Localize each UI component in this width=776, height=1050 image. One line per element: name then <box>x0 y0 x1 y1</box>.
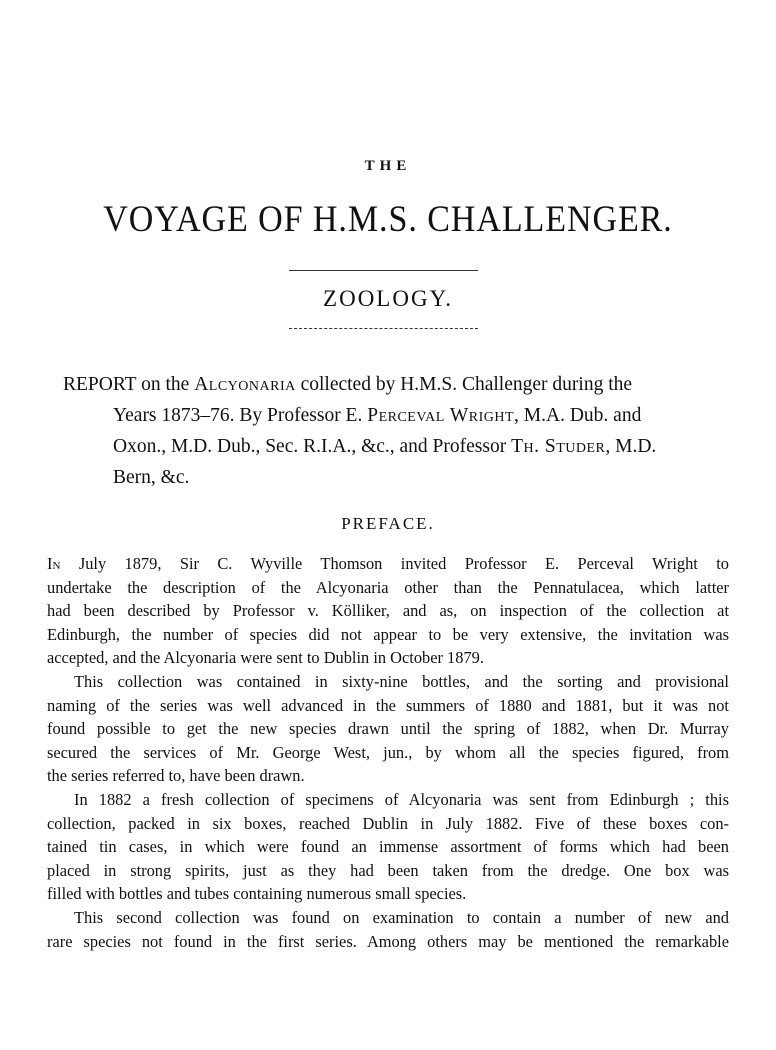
paragraph-line: filled with bottles and tubes containing numerous small species. <box>47 884 467 904</box>
paragraph-line: naming of the series was well advanced in the summers of 1880 and 1881, but it was not <box>47 695 729 715</box>
page-title: VOYAGE OF H.M.S. CHALLENGER. <box>103 199 673 240</box>
paragraph-line: tained tin cases, in which were found an immense assortment of forms which had been <box>47 837 729 857</box>
paragraph-line: In 1882 a fresh collection of specimens of Alcyonaria was sent from Edinburgh ; this <box>74 789 729 809</box>
series-label: THE <box>364 158 412 174</box>
report-line-1: REPORT on the Alcyonaria collected by H.M.S. Challenger during the <box>63 374 633 395</box>
paragraph-line: collection, packed in six boxes, reached Dublin in July 1882. Five of these boxes con- <box>47 813 729 833</box>
report-line-4: Bern, &c. <box>113 467 190 488</box>
divider-bottom <box>289 328 478 329</box>
paragraph-line: accepted, and the Alcyonaria were sent to Dublin in October 1879. <box>47 648 484 668</box>
paragraph-line: placed in strong spirits, just as they had been taken from the dredge. One box was <box>47 860 729 880</box>
paragraph-line: This second collection was found on examination to contain a number of new and <box>74 907 729 927</box>
section-heading: ZOOLOGY. <box>323 286 453 311</box>
divider-top <box>289 270 478 271</box>
report-title-block <box>63 369 723 493</box>
paragraph-line: This collection was contained in sixty-nine bottles, and the sorting and provisional <box>74 671 729 691</box>
paragraph-line: rare species not found in the first series. Among others may be mentioned the remarkable <box>47 931 729 951</box>
paragraph-line: In July 1879, Sir C. Wyville Thomson invited Professor E. Perceval Wright to <box>47 554 729 573</box>
report-line-3: Oxon., M.D. Dub., Sec. R.I.A., &c., and Professor Th. Studer, M.D. <box>113 436 657 457</box>
paragraph-line: had been described by Professor v. Kölliker, and as, on inspection of the collection at <box>47 601 729 621</box>
paragraph-line: Edinburgh, the number of species did not appear to be very extensive, the invitation was <box>47 624 729 644</box>
paragraph-line: secured the services of Mr. George West, jun., by whom all the species figured, from <box>47 742 729 762</box>
preface-body <box>47 552 729 953</box>
preface-heading: PREFACE. <box>341 514 435 533</box>
paragraph-line: undertake the description of the Alcyonaria other than the Pennatulacea, which latter <box>47 577 729 597</box>
paragraph-line: the series referred to, have been drawn. <box>47 766 305 786</box>
report-line-2: Years 1873–76. By Professor E. Perceval Wright, M.A. Dub. and <box>113 405 642 426</box>
paragraph-line: found possible to get the new species drawn until the spring of 1882, when Dr. Murray <box>47 719 729 739</box>
